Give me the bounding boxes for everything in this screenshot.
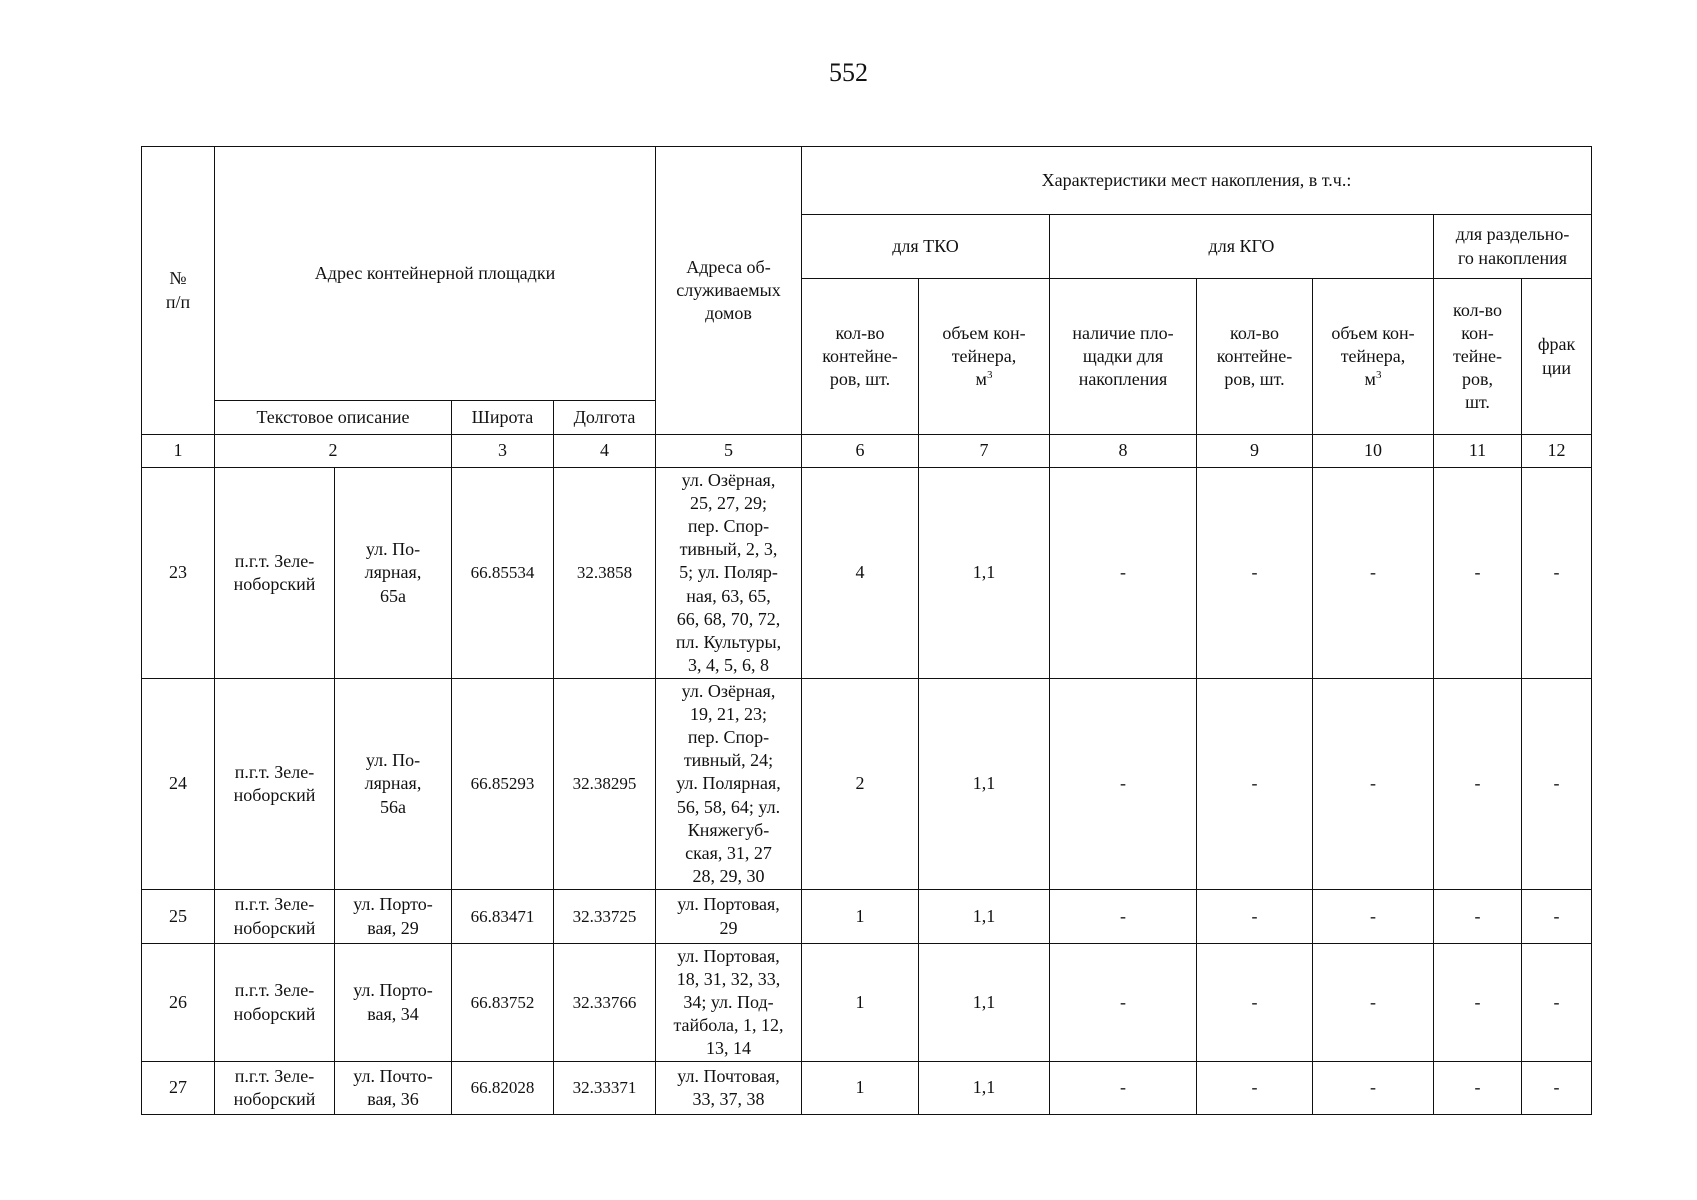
header-text-desc: Текстовое описание: [215, 401, 452, 435]
tko-count-cell: 2: [802, 679, 919, 890]
street-cell: ул. Порто- вая, 29: [335, 890, 452, 944]
row-number: 23: [142, 468, 215, 679]
sep-fraction-cell: -: [1522, 468, 1592, 679]
street-cell: ул. Порто- вая, 34: [335, 944, 452, 1062]
column-number: 1: [142, 435, 215, 468]
header-kgo-count: кол-во контейне- ров, шт.: [1197, 279, 1313, 435]
row-number: 24: [142, 679, 215, 890]
latitude-cell: 66.83471: [452, 890, 554, 944]
settlement-cell: п.г.т. Зеле- ноборский: [215, 468, 335, 679]
header-kgo-site: наличие пло- щадки для накопления: [1050, 279, 1197, 435]
tko-count-cell: 1: [802, 944, 919, 1062]
street-cell: ул. По- лярная, 65а: [335, 468, 452, 679]
column-number: 4: [554, 435, 656, 468]
column-number: 12: [1522, 435, 1592, 468]
longitude-cell: 32.33725: [554, 890, 656, 944]
sep-count-cell: -: [1434, 890, 1522, 944]
tko-count-cell: 1: [802, 890, 919, 944]
header-latitude: Широта: [452, 401, 554, 435]
column-number: 11: [1434, 435, 1522, 468]
header-separate: для раздельно- го накопления: [1434, 215, 1592, 279]
served-houses-cell: ул. Озёрная, 25, 27, 29; пер. Спор- тивный, 2, 3, 5; ул. Поляр- ная, 63, 65, 66, 68, 70, 72, пл. Культуры, 3, 4, 5, 6, 8: [656, 468, 802, 679]
sep-count-cell: -: [1434, 944, 1522, 1062]
column-number: 8: [1050, 435, 1197, 468]
longitude-cell: 32.38295: [554, 679, 656, 890]
tko-volume-cell: 1,1: [919, 1062, 1050, 1115]
kgo-site-cell: -: [1050, 679, 1197, 890]
tko-count-cell: 4: [802, 468, 919, 679]
settlement-cell: п.г.т. Зеле- ноборский: [215, 1062, 335, 1115]
header-sep-count: кол-во кон- тейне- ров, шт.: [1434, 279, 1522, 435]
header-address: Адрес контейнерной площадки: [215, 147, 656, 401]
sep-fraction-cell: -: [1522, 944, 1592, 1062]
settlement-cell: п.г.т. Зеле- ноборский: [215, 890, 335, 944]
row-number: 26: [142, 944, 215, 1062]
served-houses-cell: ул. Портовая, 29: [656, 890, 802, 944]
column-number: 10: [1313, 435, 1434, 468]
header-num: № п/п: [142, 147, 215, 435]
longitude-cell: 32.33371: [554, 1062, 656, 1115]
kgo-volume-cell: -: [1313, 890, 1434, 944]
tko-volume-cell: 1,1: [919, 890, 1050, 944]
settlement-cell: п.г.т. Зеле- ноборский: [215, 679, 335, 890]
row-number: 25: [142, 890, 215, 944]
served-houses-cell: ул. Почтовая, 33, 37, 38: [656, 1062, 802, 1115]
kgo-volume-cell: -: [1313, 1062, 1434, 1115]
kgo-volume-cell: -: [1313, 468, 1434, 679]
kgo-count-cell: -: [1197, 679, 1313, 890]
table-row: [142, 679, 1592, 890]
header-tko-count: кол-во контейне- ров, шт.: [802, 279, 919, 435]
header-kgo: для КГО: [1050, 215, 1434, 279]
header-characteristics: Характеристики мест накопления, в т.ч.:: [802, 147, 1592, 215]
table-row: [142, 890, 1592, 944]
served-houses-cell: ул. Озёрная, 19, 21, 23; пер. Спор- тивный, 24; ул. Полярная, 56, 58, 64; ул. Княжегуб- ская, 31, 27 28, 29, 30: [656, 679, 802, 890]
street-cell: ул. Почто- вая, 36: [335, 1062, 452, 1115]
sep-fraction-cell: -: [1522, 890, 1592, 944]
header-kgo-volume: объем кон- тейнера, $м^3$: [1313, 279, 1434, 435]
tko-volume-cell: 1,1: [919, 679, 1050, 890]
header-served: Адреса об- служиваемых домов: [656, 147, 802, 435]
settlement-cell: п.г.т. Зеле- ноборский: [215, 944, 335, 1062]
header-tko: для ТКО: [802, 215, 1050, 279]
column-number: 6: [802, 435, 919, 468]
kgo-count-cell: -: [1197, 944, 1313, 1062]
kgo-site-cell: -: [1050, 944, 1197, 1062]
kgo-volume-cell: -: [1313, 944, 1434, 1062]
longitude-cell: 32.33766: [554, 944, 656, 1062]
table-row: [142, 468, 1592, 679]
kgo-count-cell: -: [1197, 468, 1313, 679]
header-sep-fraction: фрак ции: [1522, 279, 1592, 435]
latitude-cell: 66.82028: [452, 1062, 554, 1115]
sep-fraction-cell: -: [1522, 679, 1592, 890]
latitude-cell: 66.83752: [452, 944, 554, 1062]
header-longitude: Долгота: [554, 401, 656, 435]
page-number: 552: [829, 58, 868, 87]
served-houses-cell: ул. Портовая, 18, 31, 32, 33, 34; ул. Под- тайбола, 1, 12, 13, 14: [656, 944, 802, 1062]
column-number: 9: [1197, 435, 1313, 468]
kgo-count-cell: -: [1197, 1062, 1313, 1115]
tko-count-cell: 1: [802, 1062, 919, 1115]
container-sites-table: [141, 146, 1592, 1115]
latitude-cell: 66.85534: [452, 468, 554, 679]
table-row: [142, 1062, 1592, 1115]
column-number: 5: [656, 435, 802, 468]
sep-fraction-cell: -: [1522, 1062, 1592, 1115]
kgo-site-cell: -: [1050, 1062, 1197, 1115]
column-number: 3: [452, 435, 554, 468]
sep-count-cell: -: [1434, 1062, 1522, 1115]
table-row: [142, 944, 1592, 1062]
latitude-cell: 66.85293: [452, 679, 554, 890]
tko-volume-cell: 1,1: [919, 468, 1050, 679]
sep-count-cell: -: [1434, 468, 1522, 679]
longitude-cell: 32.3858: [554, 468, 656, 679]
kgo-site-cell: -: [1050, 890, 1197, 944]
header-tko-volume: объем кон- тейнера, $м^3$: [919, 279, 1050, 435]
column-number: 7: [919, 435, 1050, 468]
kgo-count-cell: -: [1197, 890, 1313, 944]
row-number: 27: [142, 1062, 215, 1115]
tko-volume-cell: 1,1: [919, 944, 1050, 1062]
column-numbers-row: [142, 435, 1592, 468]
sep-count-cell: -: [1434, 679, 1522, 890]
street-cell: ул. По- лярная, 56а: [335, 679, 452, 890]
kgo-volume-cell: -: [1313, 679, 1434, 890]
column-number: 2: [215, 435, 452, 468]
kgo-site-cell: -: [1050, 468, 1197, 679]
